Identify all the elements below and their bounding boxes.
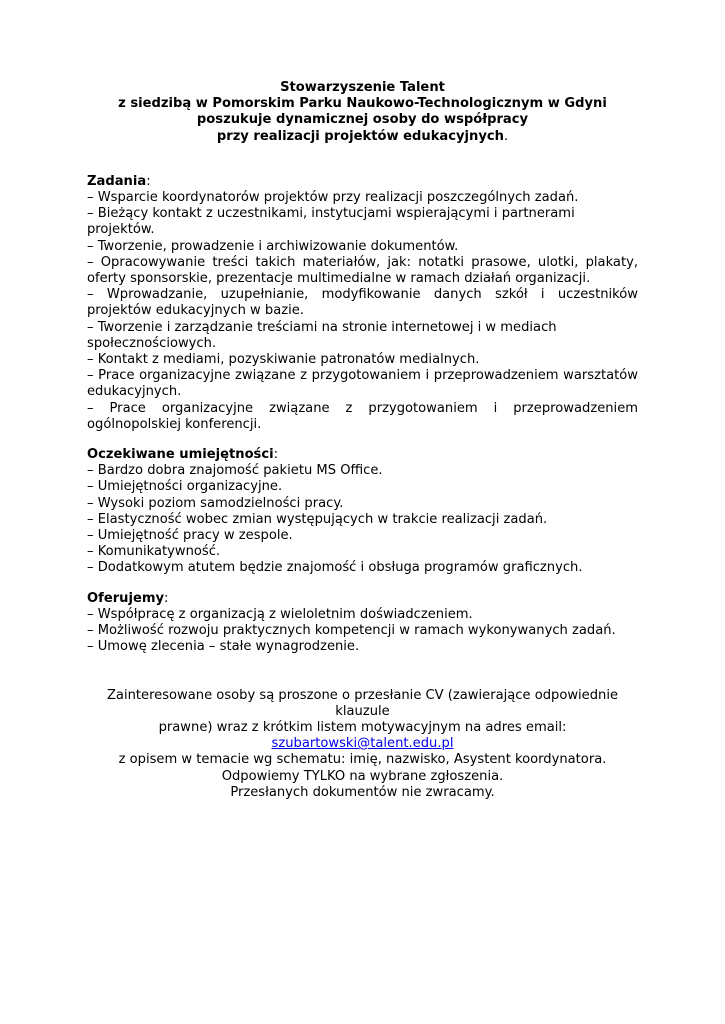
- section-skills: [87, 447, 638, 577]
- list-item: – Tworzenie, prowadzenie i archiwizowanie dokumentów.: [87, 238, 459, 254]
- list-item: – Prace organizacyjne związane z przygotowaniem i przeprowadzeniem ogólnopolskiej konferencji.: [87, 400, 638, 432]
- list-item: – Wsparcie koordynatorów projektów przy realizacji poszczególnych zadań.: [87, 190, 579, 206]
- list-item: – Umiejętność pracy w zespole.: [87, 528, 293, 544]
- list-item: – Wysoki poziom samodzielności pracy.: [87, 495, 344, 511]
- contact-email-link[interactable]: szubartowski@talent.edu.pl: [271, 736, 454, 752]
- section-title-offer-text: Oferujemy: [87, 590, 165, 606]
- list-item: – Elastyczność wobec zmian występujących w trakcie realizacji zadań.: [87, 511, 548, 527]
- list-item: – Dodatkowym atutem będzie znajomość i obsługa programów graficznych.: [87, 560, 583, 576]
- footer-line-2-text: prawne) wraz z krótkim listem motywacyjnym na adres email:: [158, 719, 567, 735]
- section-title-skills-colon: :: [273, 447, 279, 463]
- list-item: – Możliwość rozwoju praktycznych kompetencji w ramach wykonywanych zadań.: [87, 623, 616, 639]
- section-offer: [87, 591, 638, 656]
- header-seeking: poszukuje dynamicznej osoby do współpracy: [196, 112, 529, 128]
- footer-line-3: z opisem w temacie wg schematu: imię, nazwisko, Asystent koordynatora.: [118, 752, 607, 768]
- section-tasks: [87, 174, 638, 433]
- list-item: – Kontakt z mediami, pozyskiwanie patronatów medialnych.: [87, 352, 480, 368]
- section-title-tasks-colon: :: [146, 173, 151, 189]
- list-item: – Komunikatywność.: [87, 544, 221, 560]
- section-title-skills-text: Oczekiwane umiejętności: [87, 447, 274, 463]
- list-item: – Opracowywanie treści takich materiałów, jak: notatki prasowe, ulotki, plakaty, oferty sponsorskie, prezentacje multimedialne w ramach działań organizacji.: [87, 254, 638, 287]
- section-title-offer-colon: :: [164, 590, 169, 606]
- header-organization: Stowarzyszenie Talent: [280, 80, 445, 95]
- header-location: z siedzibą w Pomorskim Parku Naukowo-Technologicznym w Gdyni: [118, 96, 607, 112]
- header-purpose: [87, 129, 638, 145]
- list-item: – Współpracę z organizacją z wieloletnim doświadczeniem.: [87, 606, 473, 622]
- section-title-skills: [87, 447, 638, 463]
- application-instructions: [87, 688, 638, 801]
- list-item: – Umiejętności organizacyjne.: [87, 479, 283, 495]
- list-item: – Wprowadzanie, uzupełnianie, modyfikowanie danych szkół i uczestników projektów edukacyjnych w bazie.: [87, 287, 638, 319]
- job-offer-document: [87, 80, 638, 801]
- list-item: – Prace organizacyjne związane z przygotowaniem i przeprowadzeniem warsztatów edukacyjnych.: [87, 368, 638, 400]
- list-item: – Umowę zlecenia – stałe wynagrodzenie.: [87, 639, 360, 655]
- section-title-tasks-text: Zadania: [87, 173, 147, 189]
- list-item: – Bieżący kontakt z uczestnikami, instytucjami wspierającymi i partnerami projektów.: [87, 206, 575, 238]
- list-item: – Bardzo dobra znajomość pakietu MS Office.: [87, 463, 383, 479]
- header-purpose-text: przy realizacji projektów edukacyjnych: [216, 128, 504, 144]
- document-header: [87, 80, 638, 145]
- header-period: .: [503, 128, 509, 144]
- footer-line-2: [87, 720, 638, 752]
- footer-line-5: Przesłanych dokumentów nie zwracamy.: [230, 784, 495, 800]
- footer-line-4: Odpowiemy TYLKO na wybrane zgłoszenia.: [221, 768, 504, 784]
- footer-line-1: Zainteresowane osoby są proszone o przesłanie CV (zawierające odpowiednie klauzule: [106, 687, 619, 719]
- section-title-tasks: [87, 174, 638, 190]
- section-title-offer: [87, 591, 638, 607]
- list-item: – Tworzenie i zarządzanie treściami na stronie internetowej i w mediach społecznościowych.: [87, 319, 557, 351]
